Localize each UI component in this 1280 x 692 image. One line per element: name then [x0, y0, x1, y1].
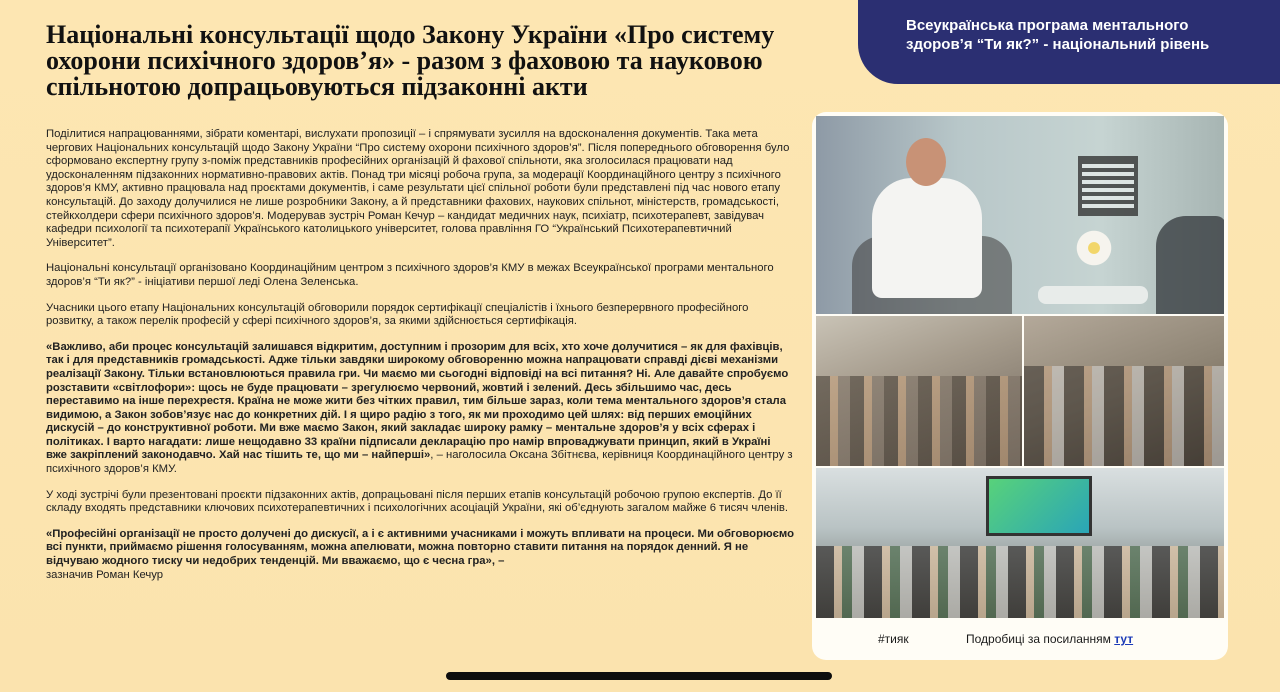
quote-text: «Важливо, аби процес консультацій залишався відкритим, доступним і прозорим для всіх, хто хоче долучитися – як для фахівців, так і для представників громадськості. Адже тільки завдяки широкому обговоренню можна напрацювати справді дієві механізми реалізації Закону. Тільки встановлюються правила гри. Чи маємо ми сьогодні відповіді на всі питання? Ні. Але давайте спробуємо розставити «світлофори»: щось не буде працювати – зрегулюємо червоний, жовтий і зелений. Десь збільшимо час, десь переставимо на інше перехрестя. Країна не може жити без чітких правил, тим більше зараз, коли тема ментального здоров’я стала видимою, а Закон зобов’язує нас до конкретних дій. І я щиро радію з того, як ми проходимо цей шлях: від перших емоційних дискусій – до конструктивної роботи. Ми вже маємо Закон, який закладає широку рамку – ментальне здоров’я у всіх сферах і політиках. І варто нагадати: лише нещодавно 33 країни підписали декларацію про намір впроваджувати принцип, який в Україні вже закріплений законодавчо. Хай нас тішить те, що ми – найперші» [46, 340, 789, 462]
coffee-table-shape [1038, 286, 1148, 304]
article-paragraph: Національні консультації організовано Координаційним центром з психічного здоров’я КМУ в межах Всеукраїнської програми ментального здоров’я “Ти як?” - ініціативи першої леді Олена Зеленська. [46, 262, 774, 288]
photo-audience-right [1024, 316, 1224, 466]
program-badge-text: Всеукраїнська програма ментального здоров’я “Ти як?” - національний рівень [906, 17, 1210, 53]
photo-speaker [816, 116, 1224, 314]
qr-code-icon [1078, 156, 1138, 216]
quote-text: «Професійні організації не просто долучені до дискусії, а і є активними учасниками і можуть впливати на процеси. Ми обговорюємо всі пункти, приймаємо рішення голосуванням, можна апелювати, можна повторно ставити питання на порядок денний. Я не відчуваю жодного тиску чи недобрих тенденцій. Ми вважаємо, що є чесна гра», – [46, 527, 794, 568]
more-details-label: Подробиці за посиланням [966, 632, 1111, 646]
quote-attribution: зазначив Роман Кечур [46, 568, 164, 581]
article-paragraph: У ході зустрічі були презентовані проєкти підзаконних актів, допрацьовані після перших етапів консультацій робочою групою експертів. До її складу входять представники ключових психотерапевтичних і психологічних асоціацій України, які об’єднують загалом майже 6 тисяч членів. [46, 488, 789, 515]
scroll-indicator[interactable] [446, 672, 832, 680]
article-paragraph: Учасники цього етапу Національних консультацій обговорили порядок сертифікації спеціалістів і їхнього безперервного професійного розвитку, а також перелік професій у сфері психічного здоров’я, за якими здійснюється сертифікація. [46, 301, 749, 328]
audience-figures [1024, 366, 1224, 466]
speaker-head [906, 138, 946, 186]
page-title: Національні консультації щодо Закону України «Про систему охорони психічного здоров’я» - разом з фаховою та науковою спільнотою допрацьовуються підзаконні акти [46, 20, 775, 101]
more-details [966, 632, 1133, 646]
card-footer [812, 620, 1228, 660]
quote-block [46, 341, 794, 477]
armchair-shape [1156, 216, 1224, 314]
photo-audience-left [816, 316, 1022, 466]
flower-vase-shape [1074, 228, 1114, 268]
photo-presentation-room [816, 468, 1224, 618]
audience-figures [816, 376, 1022, 466]
article-paragraph: Поділитися напрацюваннями, зібрати коментарі, вислухати пропозиції – і спрямувати зусилля на вдосконалення документів. Така мета чергових Національних консультацій щодо Закону України “Про систему охорони психічного здоров’я”. Після попереднього обговорення було сформовано експертну групу з-поміж представників професійних організацій й фахової спільноти, яка зголосилася працювати над удосконаленням підзаконних нормативно-правових актів. Понад три місяці робоча група, за модерації Координаційного центру з психічного здоров’я КМУ, активно працювала над проєктами документів, і саме результати цієї спільної роботи були представлені під час нового етапу консультацій. До заходу долучилися не лише розробники Закону, а й представники фахових, наукових спільнот, міністерств, громадськості, стейкхолдери сфери психічного здоров’я. Модерував зустріч Роман Кечур – кандидат медичних наук, психіатр, психотерапевт, завідувач кафедри психології та психотерапії Українського католицького університет, голова правління ГО “Український Психотерапевтичний Університет”. [46, 128, 790, 249]
speaker-figure [872, 178, 982, 298]
hashtag-label: #тияк [878, 632, 909, 646]
details-link[interactable]: тут [1114, 632, 1134, 646]
article-body [46, 128, 794, 594]
quote-block [46, 528, 794, 569]
program-badge [858, 0, 1280, 84]
quote-attribution: , – наголосила Оксана Збітнєва, керівниця Координаційного центру з психічного здоров’я КМУ. [46, 449, 793, 476]
photo-collage-card [812, 112, 1228, 660]
audience-figures [816, 546, 1224, 618]
projection-screen [986, 476, 1092, 536]
